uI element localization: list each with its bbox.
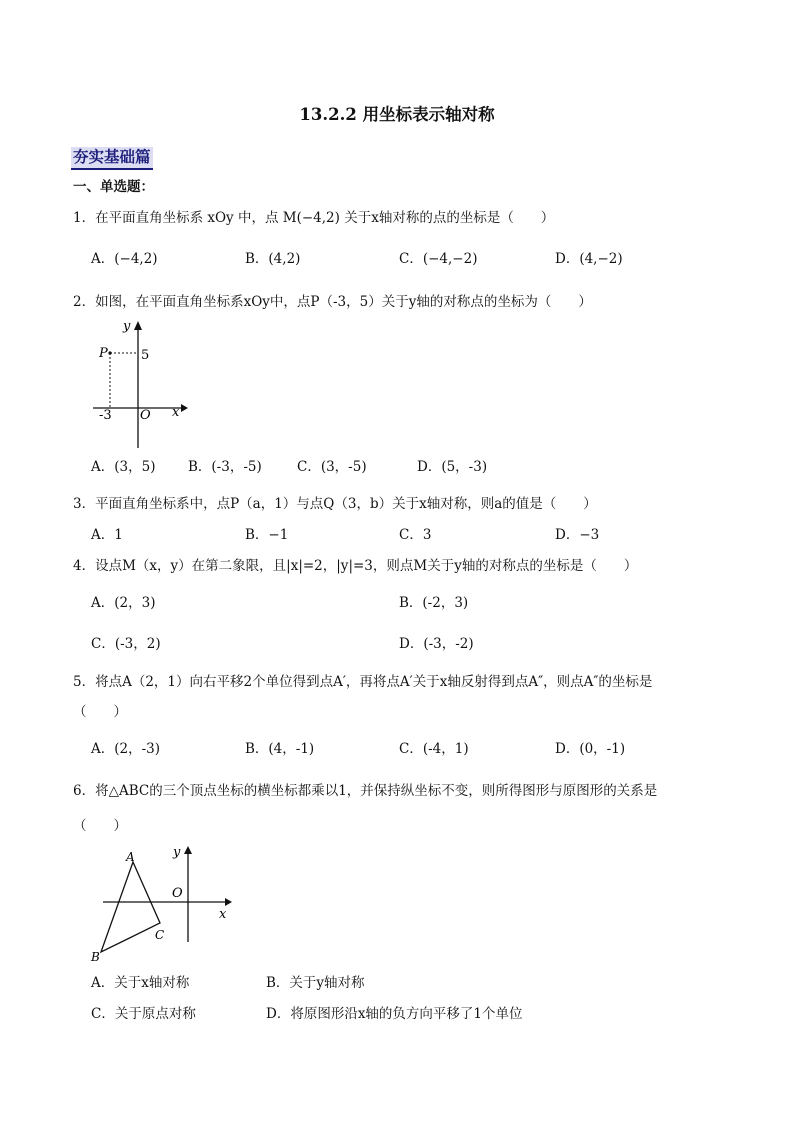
question-5-option-a: A．(2，-3)	[91, 741, 161, 757]
question-6-option-b: B．关于y轴对称	[266, 975, 365, 991]
question-3-stem: 3．平面直角坐标系中，点P（a，1）与点Q（3，b）关于x轴对称，则a的值是（ ）	[73, 496, 597, 512]
triangle-abc	[101, 862, 160, 952]
origin-label: O	[172, 886, 183, 901]
question-3-option-b: B．−1	[245, 527, 289, 543]
question-3-option-d: D．−3	[555, 527, 600, 543]
question-5-stem-line1: 5．将点A（2，1）向右平移2个单位得到点A′，再将点A′关于x轴反射得到点A″，则点A″的坐标是	[73, 674, 653, 690]
question-4-option-d: D．(-3，-2)	[399, 636, 474, 652]
question-1-option-c: C．(−4,−2)	[399, 251, 478, 267]
question-2-option-b: B．(-3，-5)	[188, 459, 262, 475]
question-2-option-a: A．(3，5)	[91, 459, 156, 475]
origin-label: O	[140, 408, 151, 423]
question-4-stem: 4．设点M（x，y）在第二象限，且|x|=2，|y|=3，则点M关于y轴的对称点的坐标是（ ）	[73, 558, 638, 574]
question-6-option-a: A．关于x轴对称	[91, 975, 190, 991]
question-5-option-b: B．(4，-1)	[245, 741, 315, 757]
question-1-option-a: A．(−4,2)	[91, 251, 158, 267]
p-label: P	[99, 346, 108, 361]
section-heading: 夯实基础篇	[71, 147, 153, 170]
question-2-option-d: D．(5，-3)	[417, 459, 488, 475]
x-axis-arrow	[181, 404, 188, 412]
neg3-label: -3	[99, 408, 112, 423]
x-label: x	[172, 405, 180, 420]
question-1-option-d: D．(4,−2)	[555, 251, 623, 267]
x-axis-arrow	[225, 898, 232, 906]
question-1-option-b: B．(4,2)	[245, 251, 301, 267]
question-6-stem-line1: 6．将△ABC的三个顶点坐标的横坐标都乘以1，并保持纵坐标不变，则所得图形与原图形的关系是	[73, 783, 658, 799]
point-p	[108, 351, 111, 354]
y-axis-arrow	[184, 846, 192, 854]
vertex-b-label: B	[91, 950, 100, 964]
question-6-option-d: D．将原图形沿x轴的负方向平移了1个单位	[266, 1006, 523, 1022]
question-4-option-a: A．(2，3)	[91, 595, 156, 611]
x-label: x	[219, 907, 227, 922]
question-6-stem-line2: （ ）	[73, 818, 127, 834]
question-3-option-c: C．3	[399, 527, 432, 543]
question-6-option-c: C．关于原点对称	[91, 1006, 196, 1022]
vertex-a-label: A	[126, 850, 135, 864]
five-label: 5	[141, 348, 150, 363]
question-6-figure	[85, 842, 235, 967]
question-5-option-c: C．(-4，1)	[399, 741, 469, 757]
y-label: y	[123, 319, 131, 334]
y-label: y	[173, 845, 181, 860]
question-5-option-d: D．(0，-1)	[555, 741, 626, 757]
vertex-c-label: C	[155, 928, 165, 942]
question-1-stem: 1．在平面直角坐标系 xOy 中，点 M(−4,2) 关于x轴对称的点的坐标是（ ）	[73, 210, 555, 226]
question-2-figure	[85, 316, 195, 451]
page-title: 13.2.2 用坐标表示轴对称	[299, 105, 495, 124]
question-2-option-c: C．(3，-5)	[297, 459, 367, 475]
question-2-stem: 2．如图，在平面直角坐标系xOy中，点P（-3，5）关于y轴的对称点的坐标为（ ）	[73, 294, 592, 310]
question-3-option-a: A．1	[91, 527, 123, 543]
y-axis-arrow	[134, 321, 142, 330]
part-heading: 一、单选题：	[73, 179, 154, 195]
question-4-option-c: C．(-3，2)	[91, 636, 161, 652]
question-4-option-b: B．(-2，3)	[399, 595, 469, 611]
question-5-stem-line2: （ ）	[73, 704, 127, 720]
